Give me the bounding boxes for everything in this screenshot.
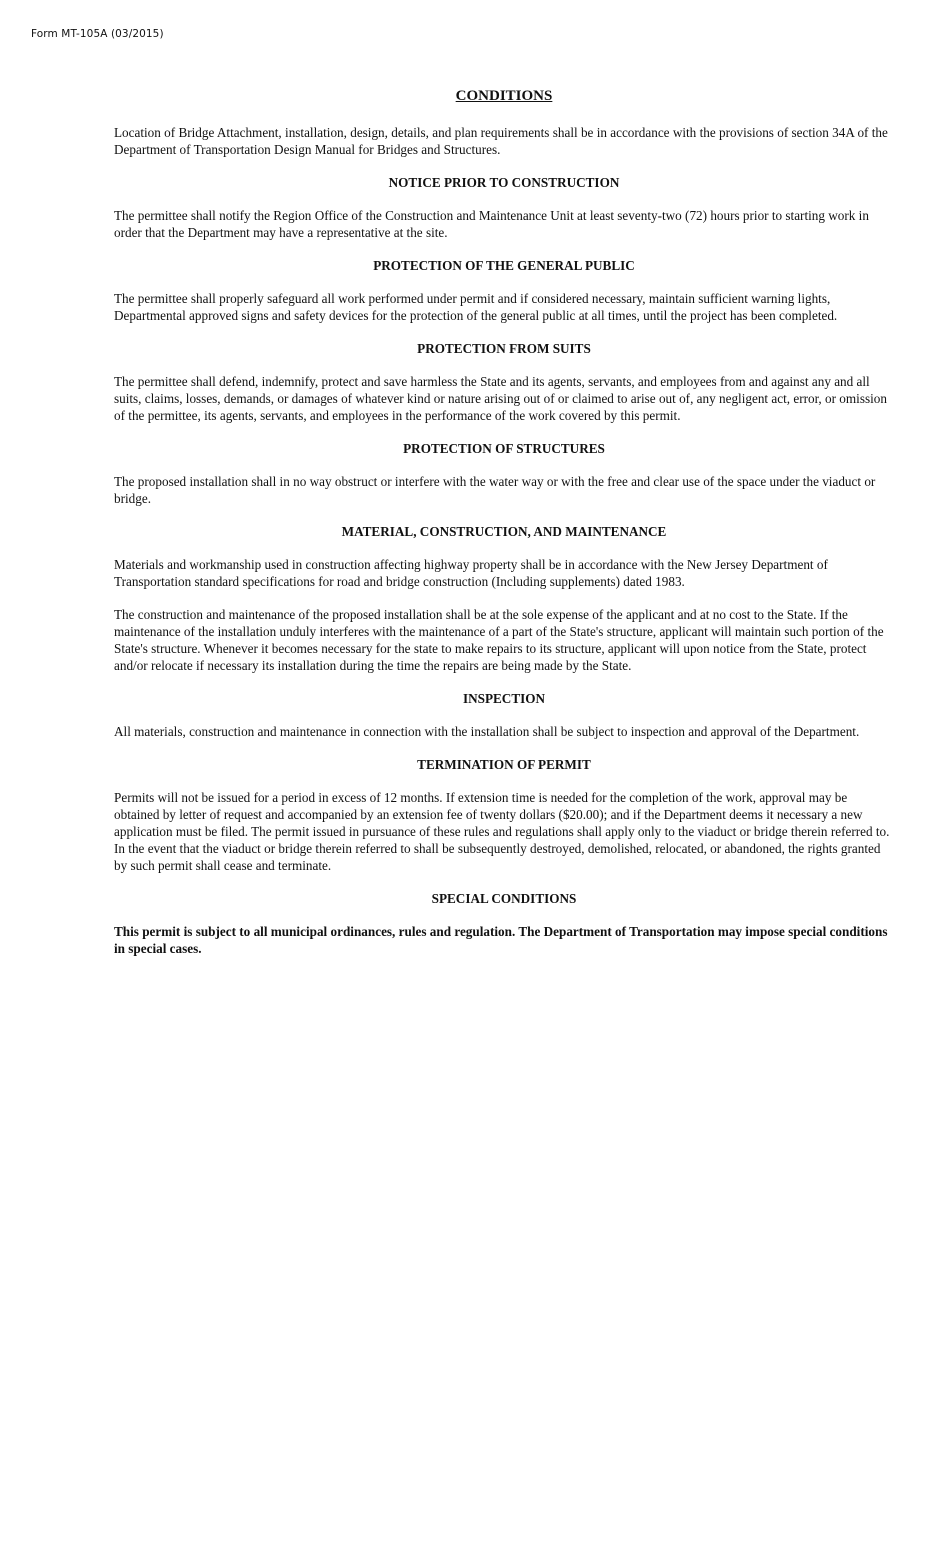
conditions-document xyxy=(114,86,894,973)
heading-protection-from-suits: PROTECTION FROM SUITS xyxy=(417,341,591,356)
paragraph-termination-of-permit: Permits will not be issued for a period in excess of 12 months. If extension time is needed for the completion of the work, approval may be obtained by letter of request and accompanied by an extension fee of twenty dollars ($20.00); and if the Department deems it necessary a new application must be filed. The permit issued in pursuance of these rules and regulations shall apply only to the viaduct or bridge therein referred to. In the event that the viaduct or bridge therein referred to shall be subsequently destroyed, demolished, relocated, or abandoned, the rights granted by such permit shall cease and terminate. xyxy=(114,790,890,873)
heading-special-conditions: SPECIAL CONDITIONS xyxy=(431,891,577,906)
paragraph-special-conditions: This permit is subject to all municipal ordinances, rules and regulation. The Department of Transportation may impose special conditions in special cases. xyxy=(114,924,888,956)
heading-termination-of-permit: TERMINATION OF PERMIT xyxy=(417,757,591,772)
intro-paragraph: Location of Bridge Attachment, installation, design, details, and plan requirements shall be in accordance with the provisions of section 34A of the Department of Transportation Design Manual for Bridges and Structures. xyxy=(114,125,888,157)
heading-protection-of-structures: PROTECTION OF STRUCTURES xyxy=(403,441,605,456)
paragraph-materials-workmanship: Materials and workmanship used in construction affecting highway property shall be in accordance with the New Jersey Department of Transportation standard specifications for road and bridge construction (Including supplements) dated 1983. xyxy=(114,557,828,589)
paragraph-notice-prior-to-construction: The permittee shall notify the Region Office of the Construction and Maintenance Unit at least seventy-two (72) hours prior to starting work in order that the Department may have a representative at the site. xyxy=(114,208,869,240)
page-title: CONDITIONS xyxy=(455,88,553,104)
paragraph-protection-of-general-public: The permittee shall properly safeguard all work performed under permit and if considered necessary, maintain sufficient warning lights, Departmental approved signs and safety devices for the protection of the general public at all times, until the project has been completed. xyxy=(114,291,838,323)
heading-protection-of-general-public: PROTECTION OF THE GENERAL PUBLIC xyxy=(373,258,635,273)
heading-notice-prior-to-construction: NOTICE PRIOR TO CONSTRUCTION xyxy=(388,175,620,190)
paragraph-protection-of-structures: The proposed installation shall in no way obstruct or interfere with the water way or with the free and clear use of the space under the viaduct or bridge. xyxy=(114,474,876,506)
paragraph-inspection: All materials, construction and maintenance in connection with the installation shall be subject to inspection and approval of the Department. xyxy=(114,724,860,739)
paragraph-construction-maintenance-expense: The construction and maintenance of the proposed installation shall be at the sole expense of the applicant and at no cost to the State. If the maintenance of the installation unduly interferes with the maintenance of a part of the State's structure, applicant will maintain such portion of the State's structure. Whenever it becomes necessary for the state to make repairs to its structure, applicant will upon notice from the State, protect and/or relocate if necessary its installation during the time the repairs are being made by the State. xyxy=(114,607,884,673)
heading-material-construction-maintenance: MATERIAL, CONSTRUCTION, AND MAINTENANCE xyxy=(341,524,667,539)
form-number: Form MT-105A (03/2015) xyxy=(31,28,164,40)
heading-inspection: INSPECTION xyxy=(462,691,546,706)
paragraph-protection-from-suits: The permittee shall defend, indemnify, protect and save harmless the State and its agents, servants, and employees from and against any and all suits, claims, losses, demands, or damages of whatever kind or nature arising out of or claimed to arise out of, any negligent act, error, or omission of the permittee, its agents, servants, and employees in the performance of the work covered by this permit. xyxy=(114,374,887,423)
